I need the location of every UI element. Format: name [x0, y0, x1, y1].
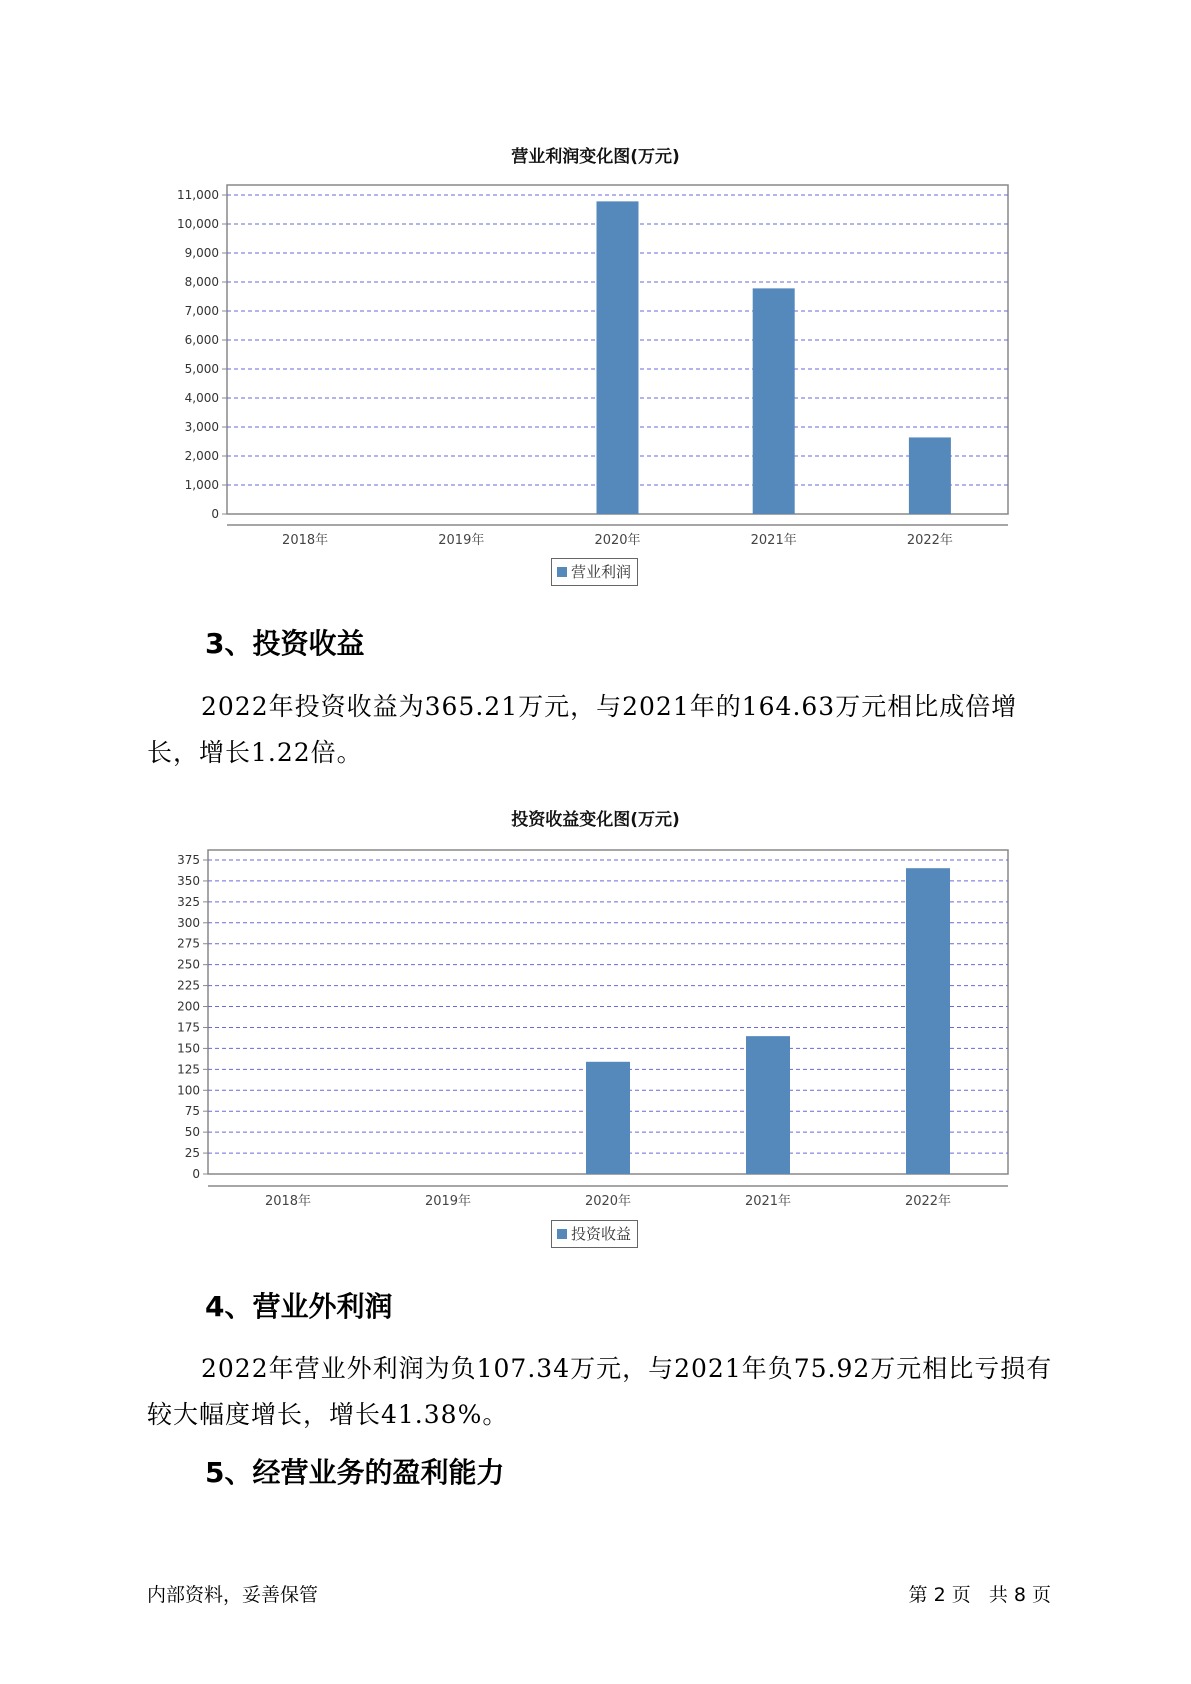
section-5-heading: 5、经营业务的盈利能力 — [205, 1456, 505, 1489]
x-tick-label: 2022年 — [904, 1194, 952, 1209]
x-tick-label: 2020年 — [594, 533, 641, 548]
y-tick-label: 2,000 — [184, 449, 219, 463]
y-tick-label: 250 — [177, 957, 200, 972]
bar-2021年 — [746, 1036, 790, 1174]
y-tick-label: 9,000 — [184, 246, 219, 260]
y-tick-label: 100 — [177, 1083, 200, 1098]
y-tick-label: 200 — [177, 999, 200, 1014]
y-tick-label: 75 — [184, 1104, 200, 1119]
y-tick-label: 0 — [211, 507, 219, 521]
footer-page-number: 第 2 页 共 8 页 — [908, 1584, 1051, 1606]
section-3-heading: 3、投资收益 — [205, 627, 365, 660]
y-tick-label: 8,000 — [184, 275, 219, 289]
y-tick-label: 3,000 — [184, 420, 219, 434]
y-tick-label: 175 — [177, 1020, 200, 1035]
footer-confidential-note: 内部资料，妥善保管 — [147, 1584, 319, 1606]
x-tick-label: 2022年 — [906, 533, 953, 548]
section-4-heading: 4、营业外利润 — [205, 1290, 393, 1323]
y-tick-label: 5,000 — [184, 362, 219, 376]
y-tick-label: 225 — [177, 978, 200, 993]
y-tick-label: 1,000 — [184, 478, 219, 492]
y-tick-label: 50 — [184, 1125, 200, 1140]
chart-1-legend-label: 营业利润 — [571, 563, 632, 581]
x-tick-label: 2021年 — [750, 533, 797, 548]
y-tick-label: 10,000 — [177, 217, 219, 231]
y-tick-label: 150 — [177, 1041, 200, 1056]
bar-2022年 — [906, 868, 950, 1174]
y-tick-label: 275 — [177, 936, 200, 951]
y-tick-label: 375 — [177, 853, 200, 867]
y-tick-label: 4,000 — [184, 391, 219, 405]
y-tick-label: 125 — [177, 1062, 200, 1077]
chart-1-title: 营业利润变化图(万元) — [511, 147, 680, 167]
y-tick-label: 25 — [184, 1146, 200, 1161]
x-tick-label: 2019年 — [424, 1194, 472, 1209]
y-tick-label: 350 — [177, 873, 200, 888]
x-tick-label: 2018年 — [282, 533, 329, 548]
x-tick-label: 2021年 — [744, 1194, 792, 1209]
section-3-paragraph: 2022年投资收益为365.21万元，与2021年的164.63万元相比成倍增长，增长1.22倍。 — [147, 692, 1018, 767]
chart-2-title: 投资收益变化图(万元) — [511, 810, 680, 830]
y-tick-label: 7,000 — [184, 304, 219, 318]
y-tick-label: 6,000 — [184, 333, 219, 347]
x-tick-label: 2018年 — [264, 1194, 312, 1209]
chart-2-legend — [551, 1220, 638, 1248]
y-tick-label: 325 — [177, 894, 200, 909]
y-tick-label: 300 — [177, 915, 200, 930]
section-4-paragraph: 2022年营业外利润为负107.34万元，与2021年负75.92万元相比亏损有较大幅度增长，增长41.38%。 — [147, 1354, 1053, 1429]
bar-2020年 — [586, 1062, 630, 1174]
legend-swatch — [557, 1229, 567, 1239]
chart-2-legend-label: 投资收益 — [571, 1225, 632, 1243]
x-tick-label: 2020年 — [584, 1194, 632, 1209]
x-tick-label: 2019年 — [438, 533, 485, 548]
y-tick-label: 11,000 — [177, 188, 219, 202]
y-tick-label: 0 — [192, 1167, 200, 1181]
